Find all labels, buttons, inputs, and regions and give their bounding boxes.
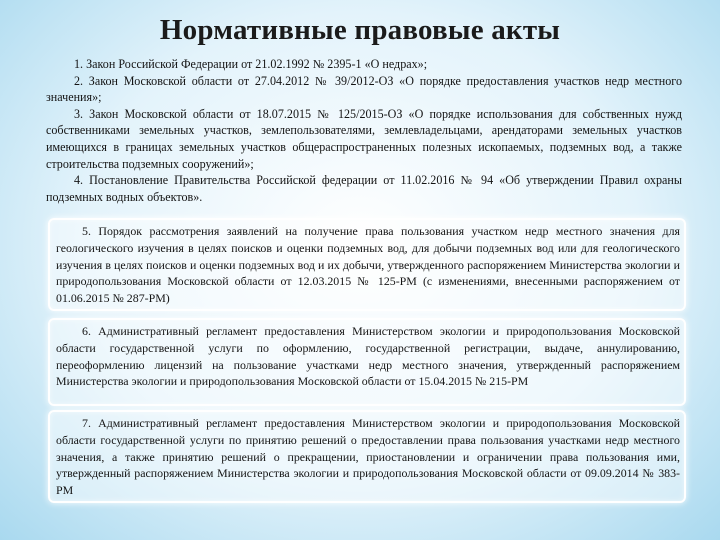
act-item-2: 2. Закон Московской области от 27.04.2012 № 39/2012-ОЗ «О порядке предоставления участков недр местного значения»; (46, 73, 682, 105)
act-item-3: 3. Закон Московской области от 18.07.2015 № 125/2015-ОЗ «О порядке использования для собственных нужд собственниками земельных участков, землепользователями, землевладельцами, арендаторами земельных участков имеющихся в границах земельных участков общераспространенных полезных ископаемых, подземных вод, а также строительства подземных сооружений»; (46, 106, 682, 171)
act-item-6: 6. Административный регламент предоставления Министерством экологии и природопользования Московской области государственной услуги по оформлению, государственной регистрации, выдаче, аннулированию, переоформлению лицензий на пользование участками недр местного значения, утвержденный распоряжением Министерства экологии и природопользования Московской области от 15.04.2015 № 215-РМ (56, 324, 680, 389)
act-box-7 (48, 410, 686, 503)
act-item-1: 1. Закон Российской Федерации от 21.02.1992 № 2395-1 «О недрах»; (74, 57, 428, 71)
act-item-4: 4. Постановление Правительства Российской федерации от 11.02.2016 № 94 «Об утверждении Правил охраны подземных водных объектов». (46, 173, 682, 204)
acts-list (46, 56, 682, 205)
act-box-5 (48, 218, 686, 311)
act-item-7: 7. Административный регламент предоставления Министерством экологии и природопользования Московской области государственной услуги по принятию решений о предоставлении права пользования участками недр местного значения, а также принятию решений о прекращении, приостановлении и ограничении права пользования ими, утвержденный распоряжением Министерства экологии и природопользования Московской области от 09.09.2014 № 383-РМ (56, 416, 680, 498)
slide-title: Нормативные правовые акты (159, 14, 561, 46)
act-item-5: 5. Порядок рассмотрения заявлений на получение права пользования участком недр местного значения для геологического изучения в целях поисков и оценки подземных вод, для добычи подземных вод или для геологического изучения в целях поисков и оценки подземных вод и их добычи, утвержденного распоряжением Министерства экологии и природопользования Московской области от 12.03.2015 № 125-РМ (с изменениями, внесенными распоряжением от 01.06.2015 № 287-РМ) (56, 224, 680, 306)
act-box-6 (48, 318, 686, 406)
